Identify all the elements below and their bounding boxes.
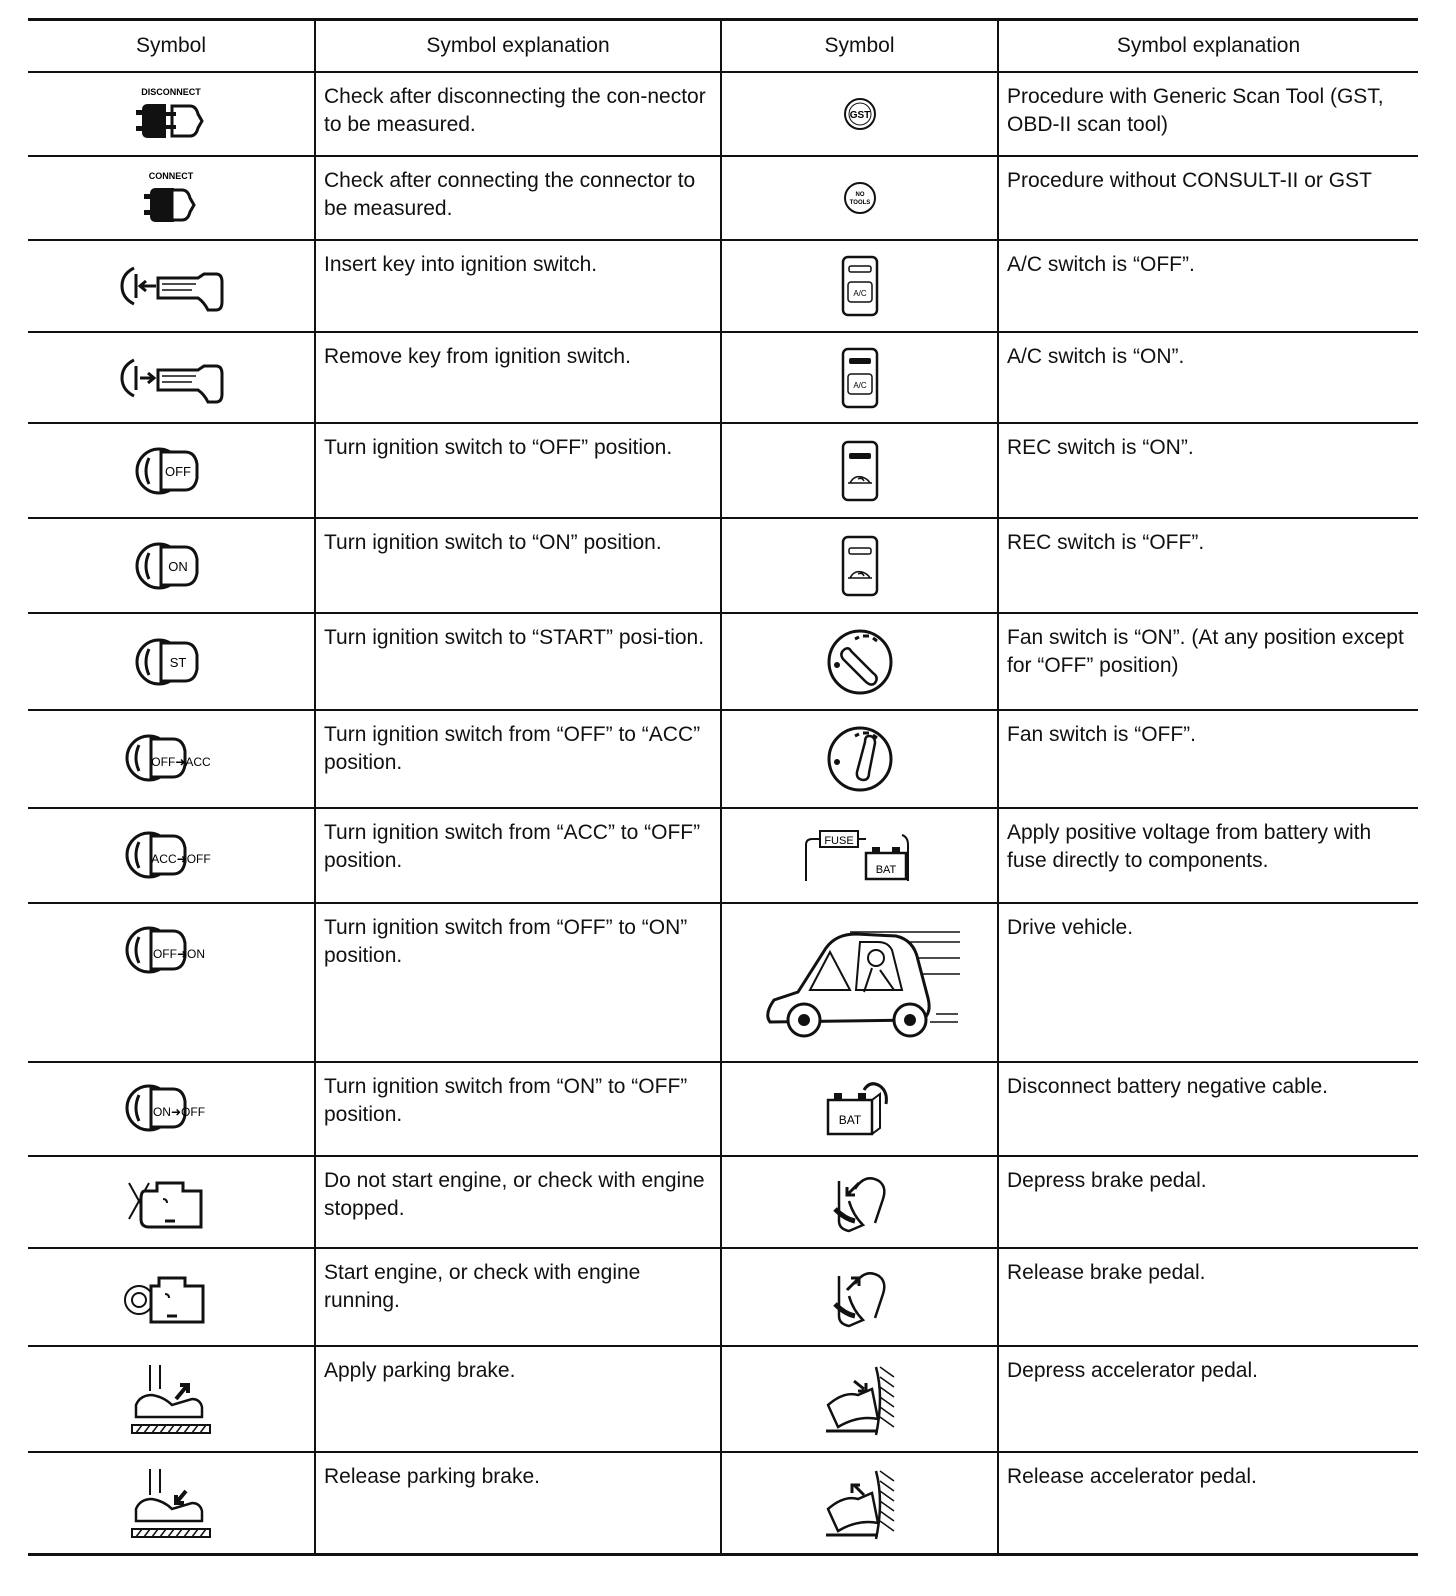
drive-vehicle-icon	[760, 918, 960, 1048]
rec-switch-off-icon	[840, 534, 880, 598]
table-row	[28, 156, 1418, 240]
header-explanation-left: Symbol explanation	[315, 20, 721, 73]
symbol-cell	[721, 1156, 998, 1248]
explanation-cell: Turn ignition switch from “ON” to “OFF” position.	[315, 1062, 721, 1156]
release-parking-brake-icon	[126, 1463, 216, 1543]
header-symbol-right: Symbol	[721, 20, 998, 73]
explanation-cell: Turn ignition switch from “OFF” to “ON” position.	[315, 903, 721, 1062]
symbol-cell	[28, 710, 315, 808]
explanation-cell: Insert key into ignition switch.	[315, 240, 721, 332]
symbol-cell	[28, 72, 315, 156]
svg-text:A/C: A/C	[852, 380, 867, 390]
explanation-cell: REC switch is “OFF”.	[998, 518, 1418, 613]
rec-switch-on-icon	[840, 439, 880, 503]
svg-text:DISCONNECT: DISCONNECT	[141, 87, 201, 97]
svg-text:CONNECT: CONNECT	[148, 171, 194, 181]
fan-switch-on-icon	[825, 627, 895, 697]
symbol-cell	[28, 240, 315, 332]
table-row	[28, 518, 1418, 613]
ignition-acc-to-off-icon	[121, 821, 221, 891]
explanation-cell: Fan switch is “OFF”.	[998, 710, 1418, 808]
table-row	[28, 710, 1418, 808]
header-row	[28, 20, 1418, 73]
explanation-cell: Depress accelerator pedal.	[998, 1346, 1418, 1452]
explanation-cell: Do not start engine, or check with engine stopped.	[315, 1156, 721, 1248]
table-row	[28, 423, 1418, 518]
symbol-cell	[28, 903, 315, 1062]
symbol-cell	[28, 1346, 315, 1452]
ignition-on-to-off-icon	[121, 1074, 221, 1144]
svg-text:BAT: BAT	[838, 1113, 861, 1127]
svg-text:FUSE: FUSE	[823, 834, 854, 847]
svg-text:OFF: OFF	[165, 463, 191, 479]
explanation-cell: REC switch is “ON”.	[998, 423, 1418, 518]
table-row	[28, 1156, 1418, 1248]
ignition-on-icon	[131, 533, 211, 599]
explanation-cell: Turn ignition switch to “START” posi-tion.	[315, 613, 721, 710]
engine-stopped-icon	[121, 1169, 221, 1235]
svg-text:OFF➜ACC: OFF➜ACC	[151, 755, 211, 769]
table-row	[28, 332, 1418, 423]
explanation-cell: A/C switch is “ON”.	[998, 332, 1418, 423]
symbol-cell	[28, 613, 315, 710]
symbol-cell	[721, 1062, 998, 1156]
no-tools-icon	[840, 178, 880, 218]
explanation-cell: Check after connecting the connector to be measured.	[315, 156, 721, 240]
table-row	[28, 72, 1418, 156]
ac-switch-on-icon	[840, 346, 880, 410]
release-brake-icon	[825, 1264, 895, 1330]
table-row	[28, 808, 1418, 903]
explanation-cell: Release brake pedal.	[998, 1248, 1418, 1346]
explanation-cell: Apply parking brake.	[315, 1346, 721, 1452]
symbol-table-sheet	[28, 18, 1418, 1556]
symbol-cell	[721, 332, 998, 423]
insert-key-icon	[116, 256, 226, 316]
symbol-cell	[721, 808, 998, 903]
battery-fuse-icon	[800, 823, 920, 889]
ignition-off-to-acc-icon	[121, 724, 221, 794]
svg-text:ON➜OFF: ON➜OFF	[152, 1105, 206, 1119]
svg-text:ACC➜OFF: ACC➜OFF	[151, 851, 211, 866]
ac-switch-off-icon	[840, 254, 880, 318]
explanation-cell: Fan switch is “ON”. (At any position except for “OFF” position)	[998, 613, 1418, 710]
explanation-cell: Turn ignition switch to “ON” position.	[315, 518, 721, 613]
depress-accelerator-icon	[820, 1361, 900, 1437]
release-accelerator-icon	[820, 1465, 900, 1541]
connect-connector-icon	[126, 168, 216, 228]
disconnect-connector-icon	[126, 84, 216, 144]
engine-running-icon	[121, 1262, 221, 1332]
symbol-cell	[28, 1452, 315, 1554]
symbol-cell	[721, 1452, 998, 1554]
svg-text:TOOLS: TOOLS	[849, 200, 870, 206]
explanation-cell: Drive vehicle.	[998, 903, 1418, 1062]
symbol-cell	[721, 240, 998, 332]
ignition-start-icon	[131, 629, 211, 695]
symbol-cell	[721, 1346, 998, 1452]
symbol-cell	[721, 903, 998, 1062]
explanation-cell: A/C switch is “OFF”.	[998, 240, 1418, 332]
depress-brake-icon	[825, 1169, 895, 1235]
symbol-cell	[28, 1062, 315, 1156]
table-row	[28, 903, 1418, 1062]
ignition-off-to-on-icon	[121, 916, 221, 986]
table-row	[28, 1452, 1418, 1554]
table-row	[28, 1248, 1418, 1346]
svg-text:ON: ON	[168, 558, 188, 574]
svg-text:BAT: BAT	[875, 863, 896, 876]
symbol-cell	[721, 72, 998, 156]
symbol-cell	[721, 1248, 998, 1346]
fan-switch-off-icon	[825, 724, 895, 794]
explanation-cell: Depress brake pedal.	[998, 1156, 1418, 1248]
svg-text:NO: NO	[855, 192, 864, 198]
header-explanation-right: Symbol explanation	[998, 20, 1418, 73]
explanation-cell: Turn ignition switch from “ACC” to “OFF” position.	[315, 808, 721, 903]
explanation-cell: Release accelerator pedal.	[998, 1452, 1418, 1554]
explanation-cell: Check after disconnecting the con-nector to be measured.	[315, 72, 721, 156]
ignition-off-icon	[131, 438, 211, 504]
table-row	[28, 1062, 1418, 1156]
symbol-cell	[28, 518, 315, 613]
explanation-cell: Release parking brake.	[315, 1452, 721, 1554]
symbol-cell	[721, 156, 998, 240]
symbol-table	[28, 18, 1418, 1556]
header-symbol-left: Symbol	[28, 20, 315, 73]
explanation-cell: Start engine, or check with engine running.	[315, 1248, 721, 1346]
apply-parking-brake-icon	[126, 1359, 216, 1439]
table-row	[28, 240, 1418, 332]
symbol-cell	[721, 613, 998, 710]
svg-text:GST: GST	[849, 110, 870, 121]
symbol-cell	[721, 423, 998, 518]
symbol-cell	[28, 423, 315, 518]
symbol-cell	[28, 808, 315, 903]
explanation-cell: Disconnect battery negative cable.	[998, 1062, 1418, 1156]
symbol-cell	[721, 710, 998, 808]
svg-text:OFF➜ON: OFF➜ON	[152, 947, 206, 961]
explanation-cell: Procedure without CONSULT-II or GST	[998, 156, 1418, 240]
explanation-cell: Procedure with Generic Scan Tool (GST, OBD-II scan tool)	[998, 72, 1418, 156]
svg-text:ST: ST	[169, 654, 187, 670]
table-row	[28, 1346, 1418, 1452]
symbol-cell	[28, 156, 315, 240]
explanation-cell: Remove key from ignition switch.	[315, 332, 721, 423]
symbol-cell	[28, 332, 315, 423]
explanation-cell: Turn ignition switch to “OFF” position.	[315, 423, 721, 518]
battery-disconnect-icon	[820, 1076, 900, 1142]
explanation-cell: Turn ignition switch from “OFF” to “ACC” position.	[315, 710, 721, 808]
gst-icon	[840, 94, 880, 134]
table-row	[28, 613, 1418, 710]
symbol-cell	[28, 1156, 315, 1248]
svg-text:A/C: A/C	[852, 289, 867, 298]
symbol-cell	[28, 1248, 315, 1346]
symbol-cell	[721, 518, 998, 613]
remove-key-icon	[116, 348, 226, 408]
explanation-cell: Apply positive voltage from battery with fuse directly to components.	[998, 808, 1418, 903]
